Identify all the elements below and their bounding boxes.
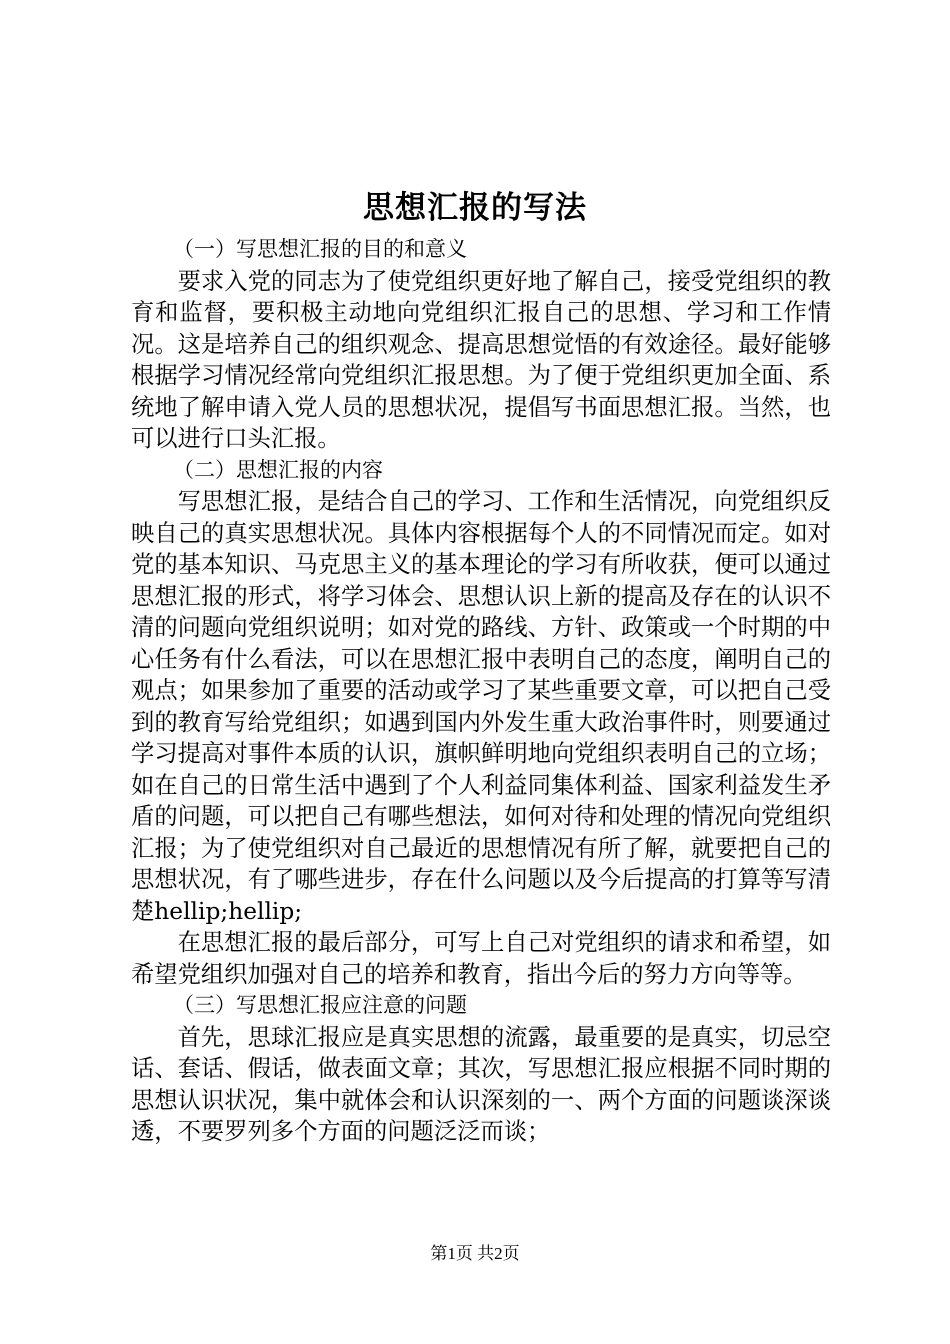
- section-heading-1: （一）写思想汇报的目的和意义: [173, 237, 467, 261]
- paragraph-1: 要求入党的同志为了使党组织更好地了解自己，接受党组织的教育和监督，要积极主动地向党组织汇报自己的思想、学习和工作情况。这是培养自己的组织观念、提高思想觉悟的有效途径。最好能够根据学习情况经常向党组织汇报思想。为了便于党组织更加全面、系统地了解申请入党人员的思想状况，提倡写书面思想汇报。当然，也可以进行口头汇报。: [131, 267, 831, 452]
- paragraph-2: 写思想汇报，是结合自己的学习、工作和生活情况，向党组织反映自己的真实思想状况。具体内容根据每个人的不同情况而定。如对党的基本知识、马克思主义的基本理论的学习有所收获，便可以通过思想汇报的形式，将学习体会、思想认识上新的提高及存在的认识不清的问题向党组织说明；如对党的路线、方针、政策或一个时期的中心任务有什么看法，可以在思想汇报中表明自己的态度，阐明自己的观点；如果参加了重要的活动或学习了某些重要文章，可以把自己受到的教育写给党组织；如遇到国内外发生重大政治事件时，则要通过学习提高对事件本质的认识，旗帜鲜明地向党组织表明自己的立场；如在自己的日常生活中遇到了个人利益同集体利益、国家利益发生矛盾的问题，可以把自己有哪些想法，如何对待和处理的情况向党组织汇报；为了使党组织对自己最近的思想情况有所了解，就要把自己的思想状况，有了哪些进步，存在什么问题以及今后提高的打算等写清楚hellip;hellip;: [131, 488, 831, 925]
- section-heading-2: （二）思想汇报的内容: [173, 457, 383, 482]
- section-heading-3: （三）写思想汇报应注意的问题: [173, 993, 467, 1017]
- document-title: 思想汇报的写法: [363, 190, 587, 226]
- page-number-footer: 第1页 共2页: [430, 1244, 520, 1263]
- paragraph-4: 首先，思球汇报应是真实思想的流露，最重要的是真实，切忌空话、套话、假话，做表面文章；其次，写思想汇报应根据不同时期的思想认识状况，集中就体会和认识深刻的一、两个方面的问题谈深谈透，不要罗列多个方面的问题泛泛而谈；: [131, 1023, 831, 1145]
- document-body: [131, 234, 831, 1148]
- paragraph-3: 在思想汇报的最后部分，可写上自己对党组织的请求和希望，如希望党组织加强对自己的培养和教育，指出今后的努力方向等等。: [131, 929, 831, 988]
